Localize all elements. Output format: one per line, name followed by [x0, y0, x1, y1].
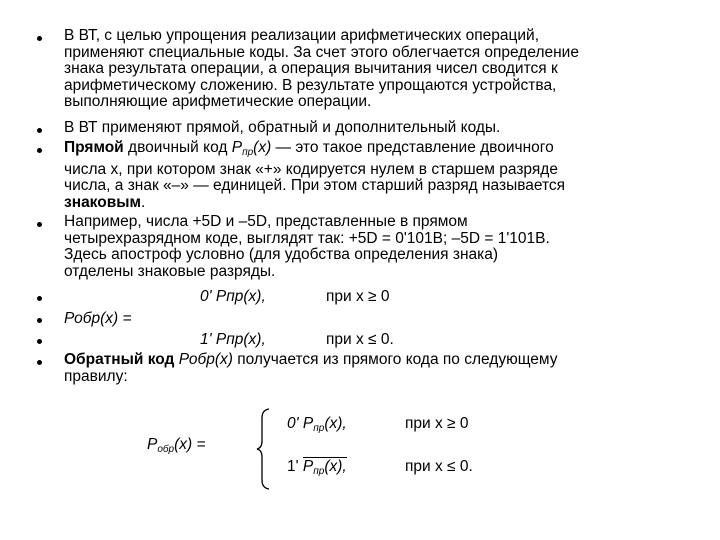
formula-text: (x), — [324, 415, 347, 432]
symbol-p: P — [302, 458, 314, 475]
text-line: применяют специальные коды. За счет этого облегчается определение — [64, 43, 579, 61]
term-bold: Обратный код — [64, 351, 175, 368]
subscript: пр — [242, 147, 254, 158]
text-line: знака результата операции, а операция вычитания чисел сводится к — [64, 60, 558, 77]
text-line: Здесь апостроф условно (для удобства определения знака) — [64, 246, 499, 263]
text-line: отделены знаковые разряды. — [64, 262, 276, 280]
formula-condition: при x ≥ 0 — [405, 415, 469, 432]
bullet-icon — [37, 148, 42, 153]
symbol-x: (x) — [253, 139, 272, 156]
formula-condition: при х ≤ 0. — [326, 331, 394, 348]
text-line: числа x, при котором знак «+» кодируется нулем в старшем разряде — [64, 160, 558, 178]
bullet-icon — [37, 360, 42, 365]
formula-row-1 — [287, 415, 347, 438]
text-line: правилу: — [64, 367, 128, 385]
formula-text: (x), — [324, 458, 347, 475]
term-bold: Прямой — [64, 139, 124, 156]
text-span: — это такое представление двоичного — [271, 139, 554, 156]
bullet-icon — [37, 222, 42, 227]
bullet-icon — [37, 296, 42, 301]
text-span: . — [140, 193, 146, 211]
text-line: Например, числа +5D и –5D, представленные в прямом — [64, 213, 468, 230]
formula-row-2 — [287, 458, 347, 481]
text-line: В ВТ применяют прямой, обратный и дополнительный коды. — [64, 119, 501, 136]
text-span: двоичный код — [123, 139, 232, 156]
paragraph-text — [64, 352, 664, 385]
symbol-pobr: Робр(х) — [174, 351, 233, 368]
symbol-p: P — [231, 139, 243, 156]
subscript: обр — [157, 444, 175, 455]
bullet-icon — [37, 36, 42, 41]
curly-brace-icon — [256, 408, 270, 490]
formula-lhs: Робр(х) = — [64, 310, 132, 327]
text-span: получается из прямого кода по следующему — [232, 351, 558, 368]
paragraph-text — [64, 214, 664, 280]
paragraph-text — [64, 28, 664, 111]
formula-text: 1' — [287, 458, 303, 475]
paragraph-text — [64, 140, 664, 211]
text-line — [64, 140, 664, 162]
text-line — [64, 195, 664, 212]
text-line: четырехразрядном коде, выглядят так: +5D = 0'101B; –5D = 1'101B. — [64, 229, 550, 247]
bullet-icon — [37, 339, 42, 344]
subscript: пр — [313, 423, 325, 434]
text-line: выполняющие арифметические операции. — [64, 93, 372, 110]
formula-condition: при x ≤ 0. — [405, 458, 473, 475]
paragraph-text — [64, 120, 664, 137]
formula-left: 0' Рпр(х), — [200, 288, 266, 305]
inverted-symbol — [303, 457, 347, 475]
text-line: числа, а знак «–» — единицей. При этом старший разряд называется — [64, 177, 566, 194]
subscript: пр — [313, 466, 325, 477]
symbol-x: (x) = — [174, 436, 206, 453]
bullet-icon — [37, 318, 42, 323]
formula-left: 1' Рпр(х), — [200, 331, 266, 348]
formula-text: 0' P — [287, 415, 314, 432]
term-bold: знаковым — [64, 193, 141, 211]
bullet-icon — [37, 128, 42, 133]
text-line: В ВТ, с целью упрощения реализации арифметических операций, — [64, 27, 540, 44]
text-line: арифметическому сложению. В результате упрощаются устройства, — [64, 76, 557, 94]
formula-condition: при х ≥ 0 — [326, 288, 390, 305]
formula-lhs — [147, 436, 206, 459]
symbol-p: P — [147, 436, 158, 453]
text-line — [64, 352, 664, 369]
